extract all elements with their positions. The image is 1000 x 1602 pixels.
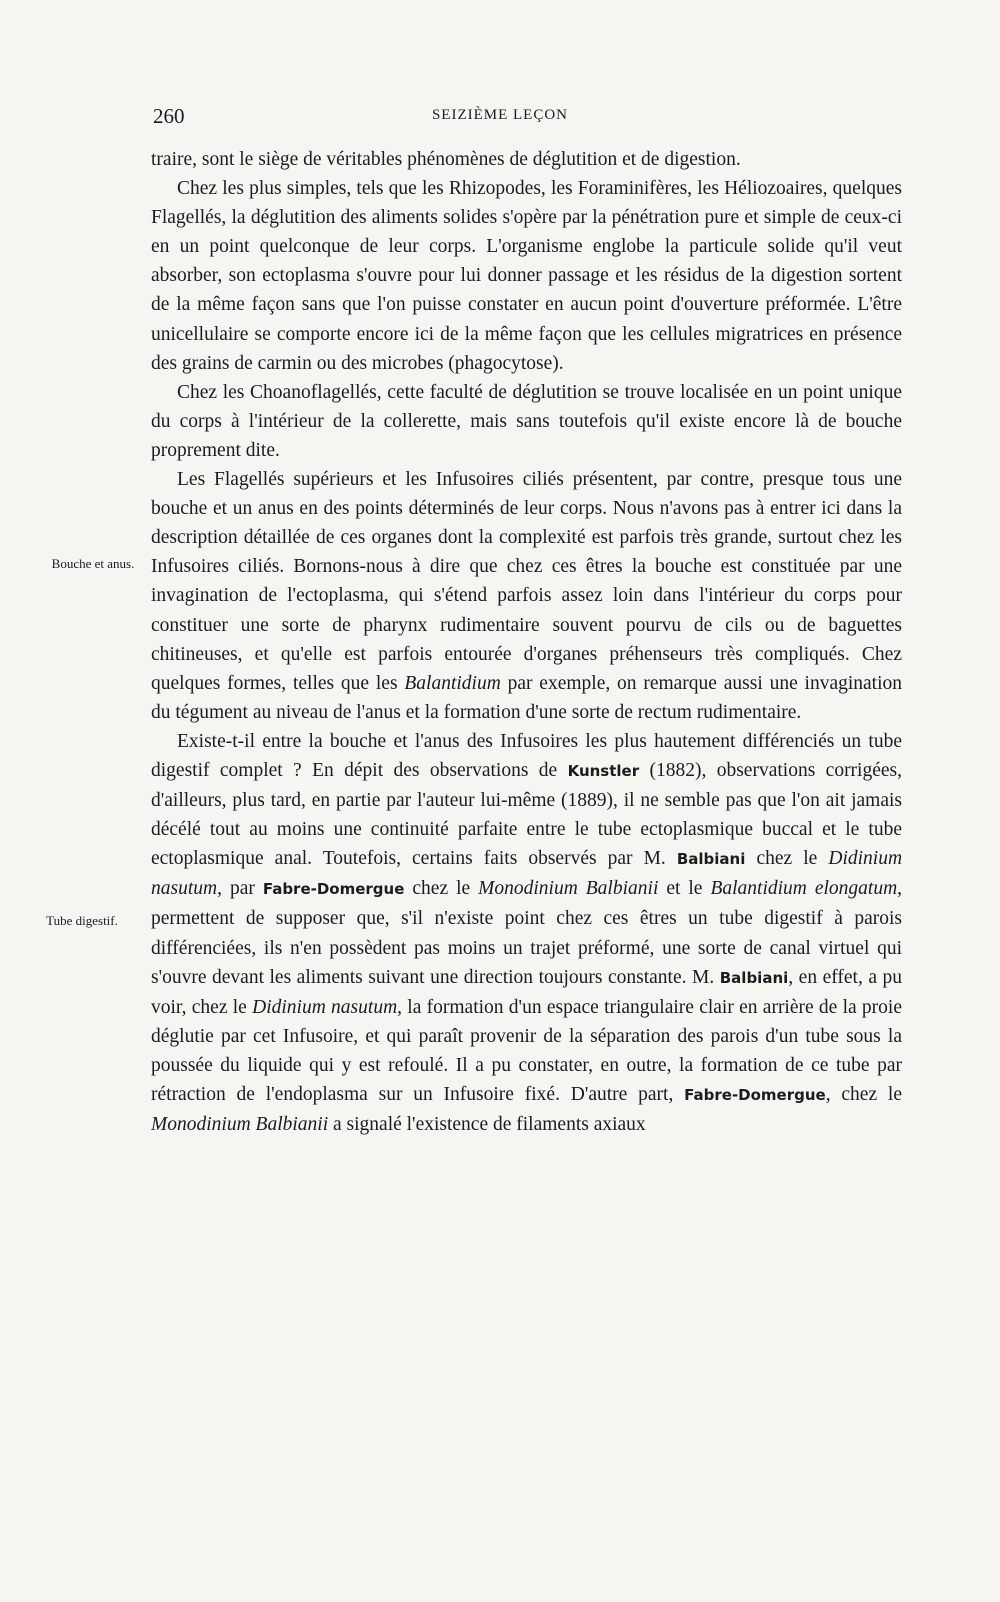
text-run: , par xyxy=(217,878,255,900)
author-name: Fabre-Domergue xyxy=(262,880,405,899)
text-run: chez le xyxy=(412,878,471,900)
paragraph-1: traire, sont le siège de véritables phénomènes de déglutition et de digestion. xyxy=(151,149,741,170)
margin-note-bouche-et-anus: Bouche et anus. xyxy=(51,556,135,571)
taxon-name: Monodinium Balbianii xyxy=(478,878,659,900)
author-name: Fabre-Domergue xyxy=(684,1086,826,1104)
text-run: , permettent de supposer que, s'il n'existe point chez ces êtres un tube digestif à parois différenciées, ils n'en possèdent pas moins un trajet préformé, une sorte de canal virtuel qui s'ouvre devant les aliments suivant une direction toujours constante. M. xyxy=(151,878,903,988)
text-run: par exemple, on remarque aussi une invagination du tégument au niveau de l'anus et la formation d'une sorte de rectum rudimentaire. xyxy=(151,672,903,723)
page-number: 260 xyxy=(153,104,185,128)
taxon-name: Didinium nasutum xyxy=(151,848,903,900)
taxon-name: Balantidium xyxy=(404,672,501,694)
text-run: Existe-t-il entre la bouche et l'anus des Infusoires les plus hautement différenciés un tube digestif complet ? En dépit des observations de xyxy=(151,730,902,781)
running-head: SEIZIÈME LEÇON xyxy=(431,107,569,123)
text-run: , en effet, a pu voir, chez le xyxy=(151,966,902,1018)
paragraph-2: Chez les plus simples, tels que les Rhizopodes, les Foraminifères, les Héliozoaires, quelques Flagellés, la déglutition des aliments solides s'opère par la pénétration pure et simple de ceux-ci en un point quelconque de leur corps. L'organisme englobe la particule solide qu'il veut absorber, son ectoplasma s'ouvre pour lui donner passage et les résidus de la digestion sortent de la même façon sans que l'on puisse constater en aucun point d'ouverture préformée. L'être unicellulaire se comporte encore ici de la même façon que les cellules migratrices en présence des grains de carmin ou des microbes (phagocytose). xyxy=(151,178,902,374)
text-run: Les Flagellés supérieurs et les Infusoires ciliés présentent, par contre, presque tous une bouche et un anus en des points déterminés de leur corps. Nous n'avons pas à entrer ici dans la description détaillée de ces organes dont la complexité est parfois très grande, surtout chez les Infusoires ciliés. Bornons-nous à dire que chez ces êtres la bouche est constituée par une invagination de l'ectoplasma, qui s'étend parfois assez loin dans l'intérieur du corps pour constituer une sorte de pharynx rudimentaire souvent pourvu de cils ou de baguettes chitineuses, et qu'elle est parfois entourée d'organes préhenseurs très compliqués. Chez quelques formes, telles que les xyxy=(151,469,902,694)
text-run: (1882), observations corrigées, d'ailleurs, plus tard, en partie par l'auteur lui-même (1889), il ne semble pas que l'on ait jamais décélé tout au moins une continuité parfaite entre le tube ectoplasmique buccal et le tube ectoplasmique anal. Toutefois, certains faits observés par M. xyxy=(151,759,902,870)
taxon-name: Monodinium Balbianii xyxy=(151,1114,329,1136)
author-name: Kunstler xyxy=(567,761,640,780)
margin-note-tube-digestif: Tube digestif. xyxy=(46,913,118,928)
taxon-name: Balantidium elongatum xyxy=(710,878,898,900)
body-text xyxy=(151,145,902,1139)
text-run: et le xyxy=(666,878,703,900)
author-name: Balbiani xyxy=(676,850,746,869)
paragraph-5 xyxy=(151,727,902,1139)
author-name: Balbiani xyxy=(719,968,789,987)
text-run: chez le xyxy=(756,848,818,870)
taxon-name: Didinium nasutum xyxy=(252,996,398,1018)
text-run: a signalé l'existence de filaments axiaux xyxy=(333,1114,646,1136)
paragraph-4 xyxy=(151,465,902,727)
text-run: , la formation d'un espace triangulaire clair en arrière de la proie déglutie par cet Infusoire, et qui paraît provenir de la séparation des parois d'un tube sous la poussée du liquide qui y est refoulé. Il a pu constater, en outre, la formation de ce tube par rétraction de l'endoplasma sur un Infusoire fixé. D'autre part, xyxy=(151,996,903,1105)
paragraph-3: Chez les Choanoflagellés, cette faculté de déglutition se trouve localisée en un point unique du corps à l'intérieur de la collerette, mais sans toutefois qu'il existe encore là de bouche proprement dite. xyxy=(151,381,902,461)
text-run: , chez le xyxy=(825,1084,902,1105)
